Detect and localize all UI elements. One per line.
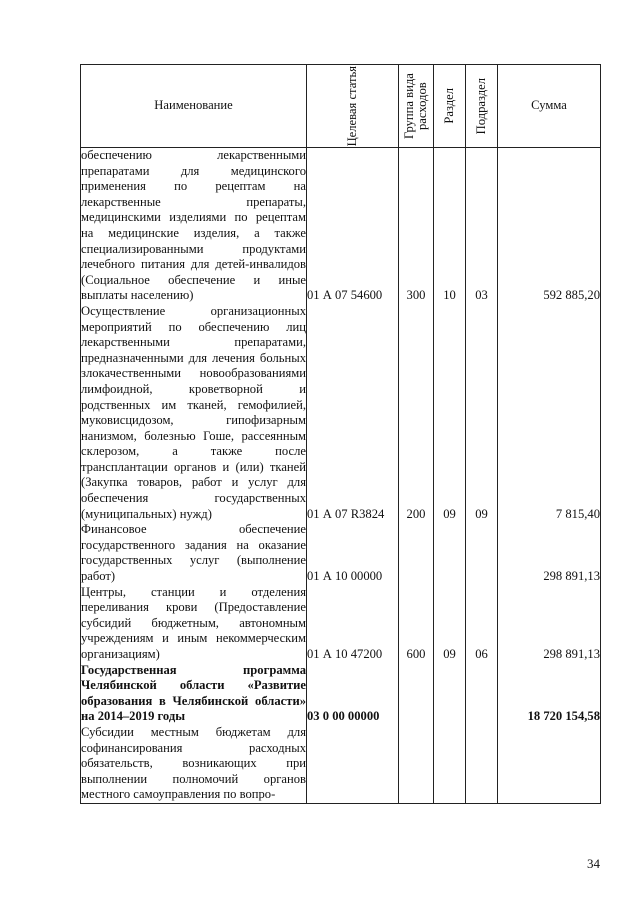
cell-group — [399, 522, 434, 584]
cell-name: Центры, станции и отделения переливания крови (Предоставление субсидий бюджетным, автономным учреждениям и иным некоммерческим организациям) — [81, 584, 306, 661]
cell-section — [434, 522, 466, 584]
cell-section: 09 — [434, 304, 466, 522]
cell-sum: 592 885,20 — [498, 148, 601, 304]
cell-target: 01 А 10 00000 — [307, 522, 399, 584]
cell-group — [399, 725, 434, 803]
cell-sum: 298 891,13 — [498, 522, 601, 584]
cell-section — [434, 725, 466, 803]
cell-subsection — [466, 663, 498, 725]
cell-subsection — [466, 725, 498, 803]
header-target: Целевая статья — [307, 65, 399, 148]
table-row — [81, 522, 601, 584]
header-subsection: Подраздел — [466, 65, 498, 148]
cell-target: 01 А 07 R3824 — [307, 304, 399, 522]
cell-group — [399, 663, 434, 725]
cell-subsection: 03 — [466, 148, 498, 304]
cell-sum: 298 891,13 — [498, 585, 601, 663]
cell-name: Субсидии местным бюджетам для софинансирования расходных обязательств, возникающих при выполнении полномочий органов местного самоуправления по вопро- — [81, 725, 307, 803]
cell-target: 01 А 10 47200 — [307, 585, 399, 663]
cell-sum: 18 720 154,58 — [498, 663, 601, 725]
header-sum: Сумма — [498, 65, 601, 148]
cell-name: Финансовое обеспечение государственного задания на оказание государственных услуг (выполнение работ) — [81, 522, 306, 584]
header-group: Группа вида расходов — [399, 65, 434, 148]
cell-subsection — [466, 522, 498, 584]
cell-group: 600 — [399, 585, 434, 663]
budget-table — [80, 64, 601, 804]
cell-section: 10 — [434, 148, 466, 304]
cell-group: 200 — [399, 304, 434, 522]
cell-target: 01 А 07 54600 — [307, 148, 399, 304]
page-number: 34 — [587, 856, 600, 871]
cell-sum — [498, 725, 601, 803]
cell-target: 03 0 00 00000 — [307, 663, 399, 725]
header-name: Наименование — [81, 65, 307, 148]
cell-subsection: 06 — [466, 585, 498, 663]
cell-sum: 7 815,40 — [498, 304, 601, 522]
cell-name: Осуществление организационных мероприятий по обеспечению лиц лекарственными препаратами, предназначенными для лечения больных злокачественными новообразованиями лимфоидной, кроветворной и родственных им тканей, гемофилией, муковисцидозом, гипофизарным нанизмом, болезнью Гоше, рассеянным склерозом, а также после трансплантации органов и (или) тканей (Закупка товаров, работ и услуг для обеспечения государственных (муниципальных) нужд) — [81, 303, 306, 521]
cell-section — [434, 663, 466, 725]
table-row — [81, 148, 601, 304]
header-section: Раздел — [434, 65, 466, 148]
cell-name: обеспечению лекарственными препаратами для медицинского применения по рецептам на лекарственные препараты, медицинскими изделиями по рецептам на медицинские изделия, а также специализированными продуктами лечебного питания для детей-инвалидов (Социальное обеспечение и иные выплаты населению) — [81, 148, 306, 303]
table-body — [81, 148, 601, 804]
table-row — [81, 725, 601, 803]
table-row — [81, 585, 601, 663]
cell-target — [307, 725, 399, 803]
cell-subsection: 09 — [466, 304, 498, 522]
cell-group: 300 — [399, 148, 434, 304]
cell-section: 09 — [434, 585, 466, 663]
cell-name: Государственная программа Челябинской области «Развитие образования в Челябинской области» на 2014–2019 годы — [81, 662, 306, 724]
table-row — [81, 304, 601, 522]
table-row — [81, 663, 601, 725]
table-header — [81, 65, 601, 148]
